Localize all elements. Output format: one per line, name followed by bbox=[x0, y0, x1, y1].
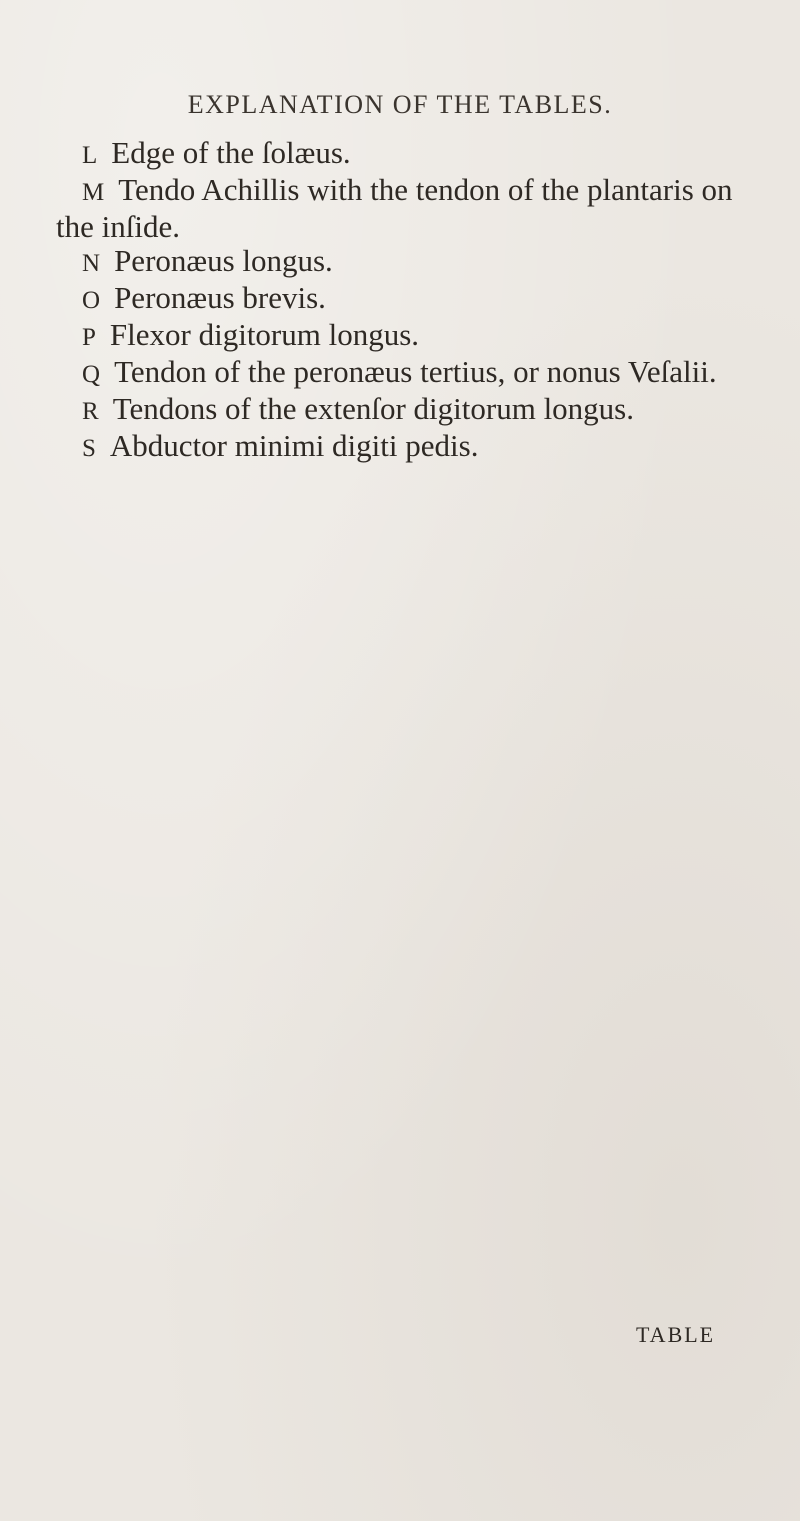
legend-entry-n bbox=[56, 244, 756, 281]
legend-entry-m bbox=[56, 173, 756, 244]
entry-text: Flexor digitorum longus. bbox=[109, 317, 420, 352]
entry-letter: L bbox=[82, 142, 98, 169]
entry-letter: P bbox=[82, 324, 96, 351]
entry-letter: S bbox=[82, 435, 96, 462]
legend-entry-l bbox=[56, 136, 756, 173]
entry-letter: R bbox=[82, 398, 99, 425]
entry-text: Abductor minimi digiti pedis. bbox=[109, 428, 479, 463]
legend-entry-o bbox=[56, 281, 756, 318]
legend-entry-q bbox=[56, 355, 756, 392]
entry-text: Peronæus longus. bbox=[114, 243, 333, 278]
entry-text: Tendons of the extenſor digitorum longus. bbox=[112, 391, 634, 426]
legend-entries bbox=[56, 136, 756, 466]
entry-letter: M bbox=[82, 179, 105, 206]
entry-text: Edge of the ſolæus. bbox=[111, 135, 351, 170]
entry-letter: O bbox=[82, 287, 101, 314]
catchword: TABLE bbox=[636, 1322, 716, 1347]
legend-entry-s bbox=[56, 429, 756, 466]
legend-entry-r bbox=[56, 392, 756, 429]
entry-text: Tendo Achillis with the tendon of the plantaris on the inſide. bbox=[56, 172, 733, 244]
legend-entry-p bbox=[56, 318, 756, 355]
entry-text: Tendon of the peronæus tertius, or nonus Veſalii. bbox=[114, 354, 717, 389]
entry-letter: Q bbox=[82, 361, 101, 388]
entry-letter: N bbox=[82, 250, 101, 277]
entry-text: Peronæus brevis. bbox=[114, 280, 326, 315]
running-head: EXPLANATION OF THE TABLES. bbox=[187, 90, 613, 119]
